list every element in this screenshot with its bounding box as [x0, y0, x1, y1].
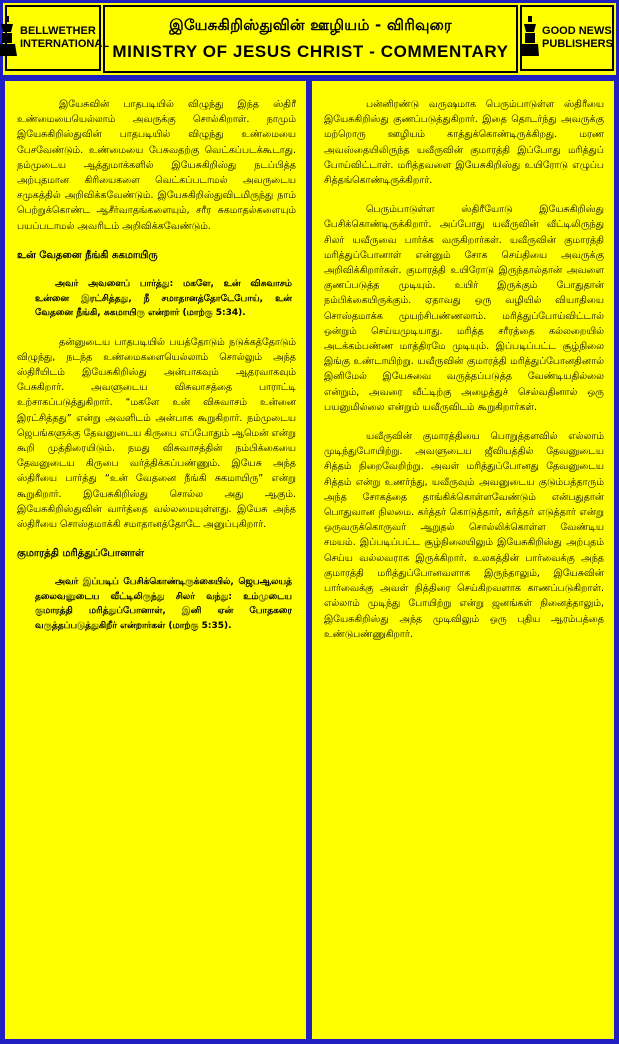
title-english: MINISTRY OF JESUS CHRIST - COMMENTARY	[112, 42, 509, 61]
left-logo-line2: INTERNATIONAL	[20, 38, 110, 50]
left-column	[5, 81, 306, 1039]
right-logo-line1: GOOD NEWS	[542, 25, 612, 37]
bell-tower-icon	[0, 14, 17, 62]
section-heading-daughter: குமாரத்தி மரித்துப்போனாள்	[17, 548, 145, 560]
bell-tower-icon	[521, 14, 539, 62]
scripture-quote-1: அவர் அவளைப் பார்த்து: மகளே, உன் விசுவாசம் உன்னை இரட்சித்தது, நீ சமாதானத்தோடேபோய், உன் வேதனை நீங்கி, சுகமாயிரு என்றார் (மாற்கு 5:34).	[35, 279, 292, 319]
section-heading-healing: உன் வேதனை நீங்கி சுகமாயிரு	[17, 249, 158, 261]
header-banner	[3, 3, 616, 75]
bellwether-logo	[5, 5, 110, 71]
right-paragraph-2: பெரும்பாடுள்ள ஸ்திரீயோடு இயேசுகிறிஸ்து பேசிக்கொண்டிருக்கிறார். அப்போது யவீருவின் வீட்டிலிருந்து சிலர் யவீருவை பார்க்க வருகிறார்கள். யவீருவின் குமாரத்தி மரித்துப்போனாள் என்னும் சோக செய்தியை அவருக்கு அறிவிக்கிறார்கள். குமாரத்தி உயிரோடு இருந்தால்தான் அவளை குணப்படுத்த முடியும். உயிர் இருக்கும் போதுதான் நம்பிக்கையிருக்கும். ஏதாவது ஒரு வழியில் வியாதியை சொஸ்தமாக்க முயற்சிபண்ணலாம். மரித்துப்போய்விட்டால் ஒன்றும் செய்யமுடியாது. மரித்த சரீரத்தை கல்லறையில் அடக்கம்பண்ண மாத்திரமே முடியும். இப்படிப்பட்ட சூழ்நிலை இங்கு உண்டாயிற்று. யவீருவின் குமாரத்தி மரித்துப்போனதினால் இனிமேல் இயேசுவை வருத்தப்படுத்த வேண்டியதில்லை என்றும், அவரை வீட்டிற்கு அழைத்துச் செல்வதினால் ஒரு பயனுமில்லை என்றும் யவீருவிடம் கூறுகிறார்கள்.	[324, 204, 604, 413]
good-news-logo	[520, 5, 614, 71]
right-column	[312, 81, 614, 1039]
left-paragraph-2: தன்னுடைய பாதபடியில் பயத்தோடும் நடுக்கத்தோடும் விழுந்து, நடந்த உண்மைகளையெல்லாம் சொல்லும் அந்த ஸ்திரீயிடம் இயேசுகிறிஸ்து அன்பாகவும் ஆதரவாகவும் பேசுகிறார். அவளுடைய விசுவாசத்தை பாராட்டி உற்சாகப்படுத்துகிறார். “மகளே உன் விசுவாசம் உன்னை இரட்சித்தது” என்று அவளிடம் அன்பாக கூறுகிறார். நம்முடைய ஜெபங்களுக்கு தேவனுடைய கிருபை எப்போதும் ஆமென் என்று கூறி முத்திரையிடும். நமது விசுவாசத்தின் நம்பிக்கையை தேவனுடைய கிருபை வர்த்திக்கப்பண்ணும். இயேசு அந்த ஸ்திரீயை பார்த்து “உன் வேதனை நீங்கி சுகமாயிரு” என்று கூறுகிறார். இயேசுகிறிஸ்து சொல்ல அது ஆகும். இயேசுகிறிஸ்துவின் வார்த்தை வல்லமையுள்ளது. இயேசு அந்த ஸ்திரீயை சொஸ்தமாக்கி சமாதானத்தோடே அனுப்புகிறார்.	[17, 336, 296, 530]
right-paragraph-3: யவீருவின் குமாரத்தியை பொறுத்தளவில் எல்லாம் முடிந்துபோயிற்று. அவளுடைய ஜீவியத்தில் தேவனுடைய சித்தம் நிறைவேறிற்று. அவள் மரித்துப்போனது தேவனுடைய சித்தம் என்று உணர்ந்து, யவீருவும் அவனுடைய குடும்பத்தாரும் அந்த சோகத்தை தாங்கிக்கொள்ளவேண்டும் என்பதுதான் பொதுவான நிலமை. கர்த்தர் கொடுத்தார், கர்த்தர் எடுத்தார் என்று ஒருவருக்கொருவர் ஆறுதல் சொல்லிக்கொள்ள வேண்டிய சமயம். இப்படிப்பட்ட சூழ்நிலையிலும் இயேசுகிறிஸ்து அற்புதம் செய்ய வல்லவராக இருக்கிறார். உலகத்தின் பார்வைக்கு அந்த குமாரத்தி மரித்துப்போனவளாக இருந்தாலும், இயேசுவின் பார்வைக்கு அவள் நித்திரை செய்கிறவளாக காணப்படுகிறாள். எல்லாம் முடிந்து போயிற்று என்று ஜனங்கள் நினைத்தாலும், இயேசுகிறிஸ்து அந்த முடிவிலும் ஒரு புதிய ஆரம்பத்தை உண்டுபண்ணுகிறார்.	[324, 431, 604, 640]
left-paragraph-1: இயேசுவின் பாதபடியில் விழுந்து இந்த ஸ்திரீ உண்மையையெல்லாம் அவருக்கு சொல்கிறாள். நாமும் இயேசுகிறிஸ்துவின் பாதபடியில் விழுந்து உண்மையை பேசவேண்டும். உண்மையை பேசுவதற்கு வெட்கப்படக்கூடாது. நம்முடைய ஆத்துமாக்களில் இயேசுகிறிஸ்து நடப்பித்த அற்புதமான கிரியைகளை வெட்கப்படாமல் அவருடைய சமுகத்தில் அறிவிக்கவேண்டும். இயேசுகிறிஸ்துவிடமிருந்து நாம் பெற்றுக்கொண்ட ஆசீர்வாதங்களையும், சரீர சுகமாதல்களையும் பயப்படாமல் அவரிடம் அறிவிக்கவேண்டும்.	[17, 99, 296, 232]
right-paragraph-1: பன்னிரண்டு வருஷமாக பெரும்பாடுள்ள ஸ்திரீயை இயேசுகிறிஸ்து குணப்படுத்துகிறார். இதை தொடர்ந்து அவருக்கு மற்றொரு ஊழியம் காத்துக்கொண்டிருக்கிறது. மரண அவஸ்தையிலிருந்த யவீருவின் குமாரத்தி இப்போது மரித்துப் போய்விட்டாள். மரித்தவளை இயேசுகிறிஸ்து உயிரோடு எழுப்ப சித்தங்கொண்டிருக்கிறார்.	[324, 99, 604, 187]
left-logo-line1: BELLWETHER	[20, 25, 96, 37]
right-logo-line2: PUBLISHERS	[542, 38, 613, 50]
scripture-quote-2: அவர் இப்படிப் பேசிக்கொண்டிருக்கையில், ஜெபஆலயத் தலைவனுடைய வீட்டிலிருந்து சிலர் வந்து: உம்முடைய குமாரத்தி மரித்துப்போனாள், இனி ஏன் போதகரை வருத்தப்படுத்துகிறீர் என்றார்கள் (மாற்கு 5:35).	[35, 577, 292, 631]
title-block	[103, 5, 518, 73]
title-tamil: இயேசுகிறிஸ்துவின் ஊழியம் - விரிவுரை	[169, 16, 452, 34]
